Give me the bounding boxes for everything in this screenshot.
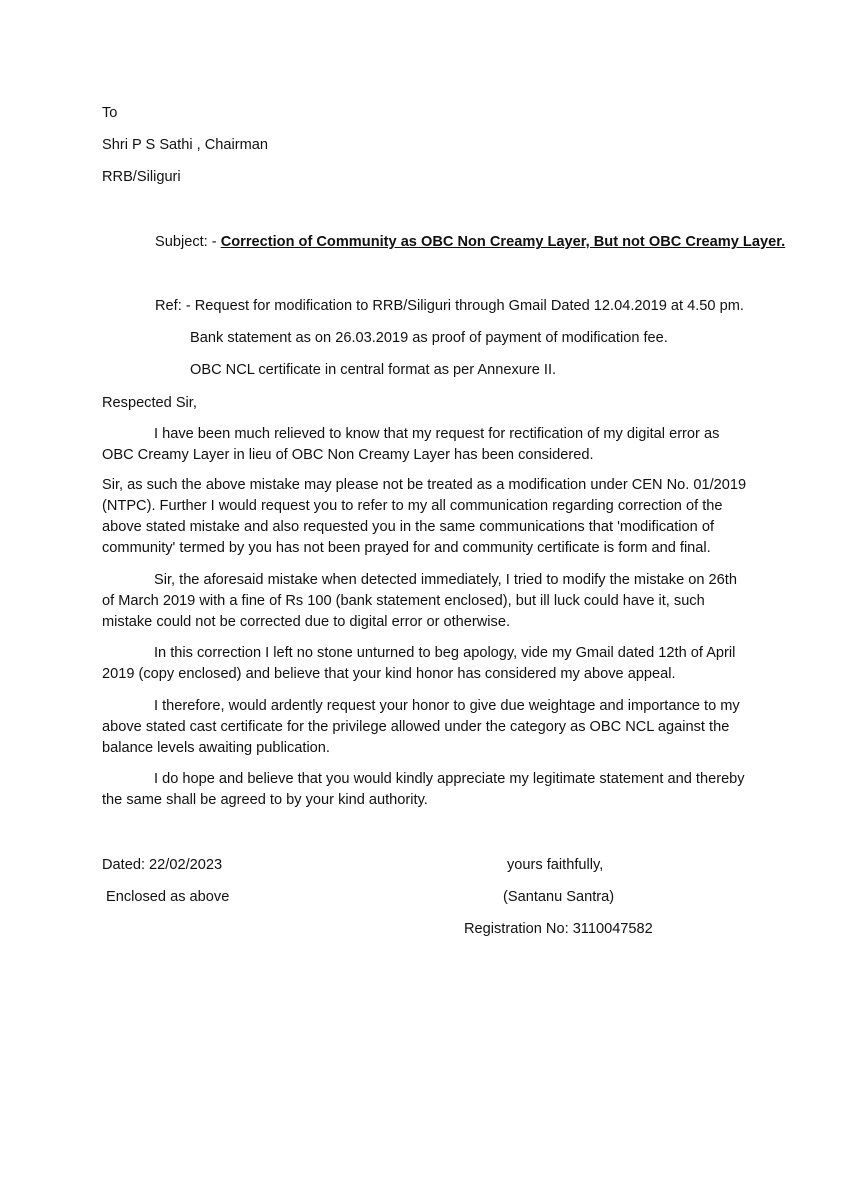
paragraph-line: I do hope and believe that you would kindly appreciate my legitimate statement and thereby (154, 771, 745, 787)
body-paragraph-4 (102, 643, 752, 685)
paragraph-line: above stated mistake and also requested you in the same communications that 'modification of (102, 519, 715, 535)
addressee-office: RRB/Siliguri (102, 169, 181, 185)
paragraph-line: the same shall be agreed to by your kind authority. (102, 792, 428, 808)
paragraph-line: above stated cast certificate for the privilege allowed under the category as OBC NCL against the (102, 719, 730, 735)
reference-3: OBC NCL certificate in central format as per Annexure II. (190, 362, 557, 378)
signatory-name: (Santanu Santra) (503, 889, 615, 905)
paragraph-line: I therefore, would ardently request your honor to give due weightage and importance to my (154, 698, 740, 714)
registration-number: Registration No: 3110047582 (464, 921, 653, 937)
body-paragraph-5 (102, 696, 752, 759)
body-paragraph-3 (102, 570, 752, 633)
dated-line: Dated: 22/02/2023 (102, 857, 223, 873)
paragraph-line: balance levels awaiting publication. (102, 740, 330, 756)
salutation: Respected Sir, (102, 395, 197, 411)
paragraph-line: Sir, as such the above mistake may please not be treated as a modification under CEN No. 01/2019 (102, 477, 747, 493)
body-paragraph-6 (102, 769, 752, 811)
paragraph-line: Sir, the aforesaid mistake when detected immediately, I tried to modify the mistake on 26th (154, 572, 737, 588)
subject-line (155, 232, 785, 253)
paragraph-line: 2019 (copy enclosed) and believe that your kind honor has considered my above appeal. (102, 666, 676, 682)
body-paragraph-1 (102, 424, 752, 466)
closing-line: yours faithfully, (507, 857, 604, 873)
paragraph-line: of March 2019 with a fine of Rs 100 (bank statement enclosed), but ill luck could have it, such (102, 593, 705, 609)
paragraph-line: mistake could not be corrected due to digital error or otherwise. (102, 614, 511, 630)
paragraph-line: OBC Creamy Layer in lieu of OBC Non Creamy Layer has been considered. (102, 447, 594, 463)
reference-2: Bank statement as on 26.03.2019 as proof of payment of modification fee. (190, 330, 668, 346)
paragraph-line: In this correction I left no stone unturned to beg apology, vide my Gmail dated 12th of April (154, 645, 736, 661)
body-paragraph-2 (102, 475, 752, 559)
subject-prefix: Subject: - (155, 234, 221, 250)
subject-text: Correction of Community as OBC Non Creamy Layer, But not OBC Creamy Layer. (220, 234, 786, 250)
paragraph-line: I have been much relieved to know that my request for rectification of my digital error as (154, 426, 720, 442)
paragraph-line: community' termed by you has not been prayed for and community certificate is form and final. (102, 540, 711, 556)
to-label: To (102, 105, 118, 121)
addressee-name: Shri P S Sathi , Chairman (102, 137, 269, 153)
enclosed-line: Enclosed as above (106, 889, 230, 905)
paragraph-line: (NTPC). Further I would request you to refer to my all communication regarding correction of the (102, 498, 723, 514)
reference-1: Ref: - Request for modification to RRB/Siliguri through Gmail Dated 12.04.2019 at 4.50 pm. (155, 298, 744, 314)
